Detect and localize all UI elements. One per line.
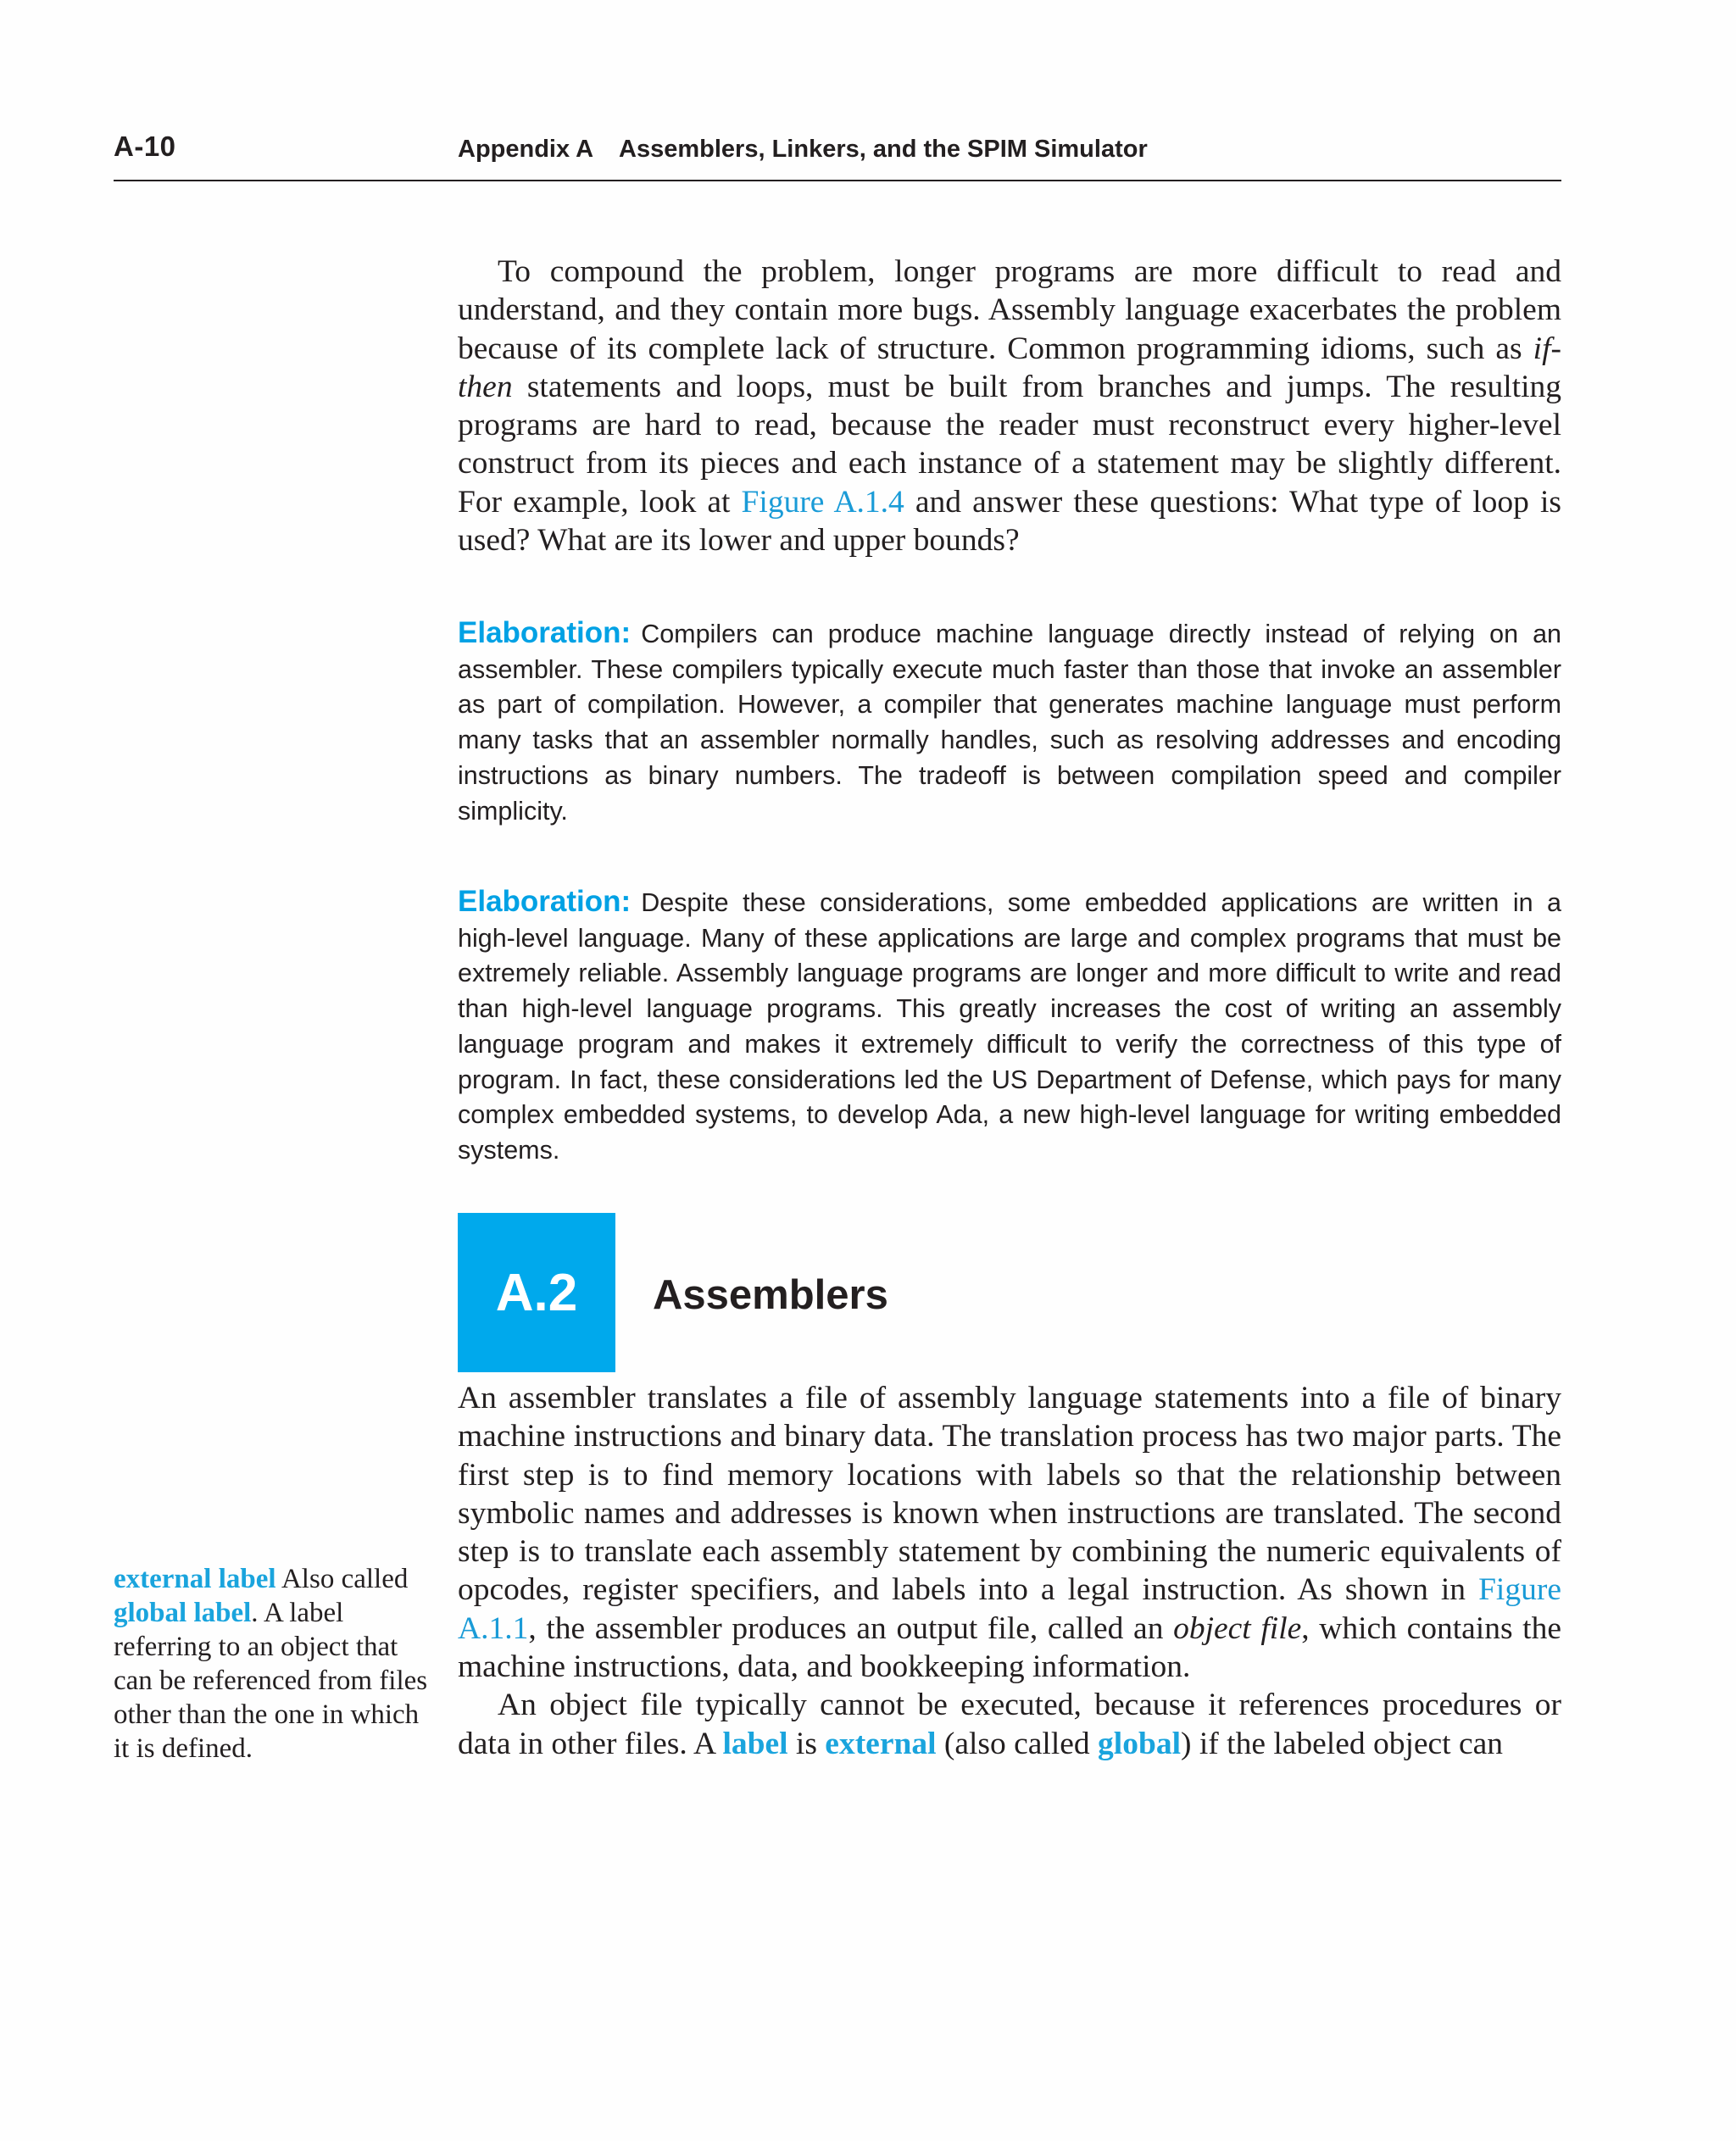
object-file-emphasis: object file [1173,1610,1302,1646]
chapter-title: Assemblers, Linkers, and the SPIM Simulator [619,136,1148,163]
para1-text-1: To compound the problem, longer programs are more difficult to read and understand, and they contain more bugs. Assembly language exacerbates the problem because of its complete lack of structure. Common programming idioms, such as [458,254,1561,366]
elaboration-text: Compilers can produce machine language directly instead of relying on an assembler. These compilers typically execute much faster than those that invoke an assembler as part of compilation. However, a compiler that generates machine language must perform many tasks that an assembler normally handles, such as resolving addresses and encoding instructions as binary numbers. The tradeoff is between compilation speed and compiler simplicity. [458,620,1561,826]
para3-text-3: (also called [936,1726,1099,1761]
para3-text-1: An object file typically cannot be executed, because it references procedures or data in other files. A [458,1688,1561,1761]
margin-text-1: Also called [275,1564,409,1594]
elaboration-label: Elaboration: [458,616,632,649]
elaboration-embedded [458,884,1561,1169]
term-external: external [825,1726,937,1761]
para2-text-2: , the assembler produces an output file, called an [528,1610,1174,1646]
para3-text-2: is [787,1726,826,1761]
term-global: global [1098,1726,1181,1761]
section-title: Assemblers [653,1272,888,1318]
elaboration-compilers [458,615,1561,829]
section-number-box [458,1213,615,1372]
paragraph-compound-problem [458,253,1561,559]
margin-definition-external-label [114,1562,429,1766]
figure-a14-link[interactable]: Figure A.1.4 [741,484,904,520]
margin-term-external-label: external label [114,1564,276,1594]
paragraph-assembler [458,1379,1561,1763]
para1-text-3: and answer these questions: What type of loop is used? What are its lower and upper bounds? [458,484,1561,559]
section-number: A.2 [495,1263,578,1322]
running-header [458,136,1148,164]
para2-text-3: , which contains the machine instructions, data, and bookkeeping information. [458,1610,1561,1685]
para2-text-1: An assembler translates a file of assembly language statements into a file of binary machine instructions and binary data. The translation process has two major parts. The first step is to find memory locations with labels so that the relationship between symbolic names and addresses is known when instructions are translated. The second step is to translate each assembly statement by combining the numeric equivalents of opcodes, register specifiers, and labels into a legal instruction. As shown in [458,1381,1561,1608]
margin-term-global-label: global label [114,1598,252,1628]
margin-text-2: . A label referring to an object that can be referenced from files other than the one in which it is defined. [114,1598,428,1764]
figure-a11-link[interactable]: Figure A.1.1 [458,1572,1561,1646]
para3-text-4: ) if the labeled object can [1181,1726,1504,1761]
elaboration-text: Despite these considerations, some embedded applications are written in a high-level language. Many of these applications are large and complex programs that must be extremely reliable. Assembly language programs are longer and more difficult to write and read than high-level language programs. This greatly increases the cost of writing an assembly language program and makes it extremely difficult to verify the correctness of this type of program. In fact, these considerations led the US Department of Defense, which pays for many complex embedded systems, to develop Ada, a new high-level language for writing embedded systems. [458,888,1561,1165]
appendix-label: Appendix A [458,136,594,163]
page-number: A-10 [114,131,176,162]
para1-text-2: statements and loops, must be built from branches and jumps. The resulting programs are hard to read, because the reader must reconstruct every higher-level construct from its pieces and each instance of a statement may be slightly different. For example, look at [458,369,1561,520]
term-label: label [722,1726,788,1761]
header-rule [114,180,1561,181]
elaboration-label: Elaboration: [458,885,632,918]
para1-emphasis: if-then [458,331,1561,404]
